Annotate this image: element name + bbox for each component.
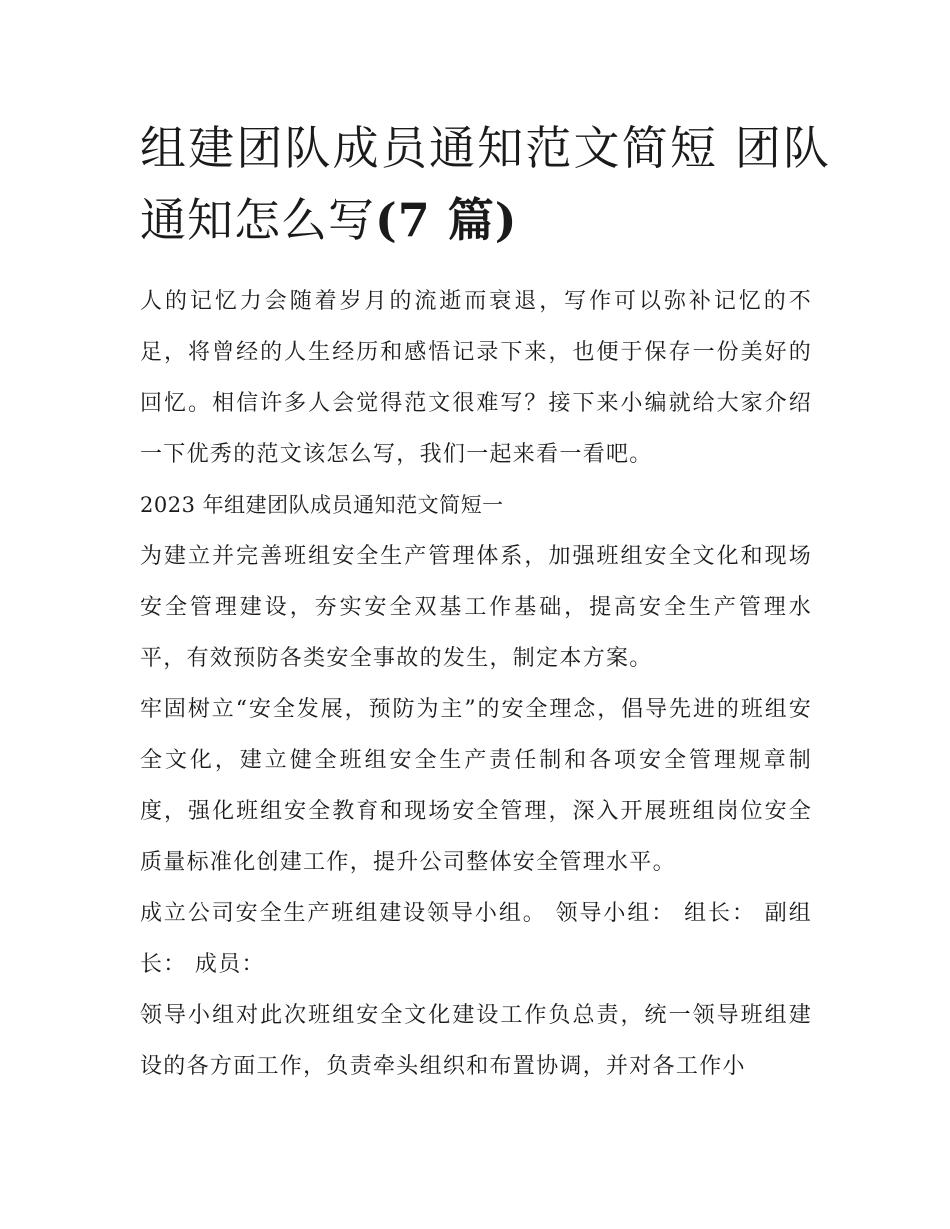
document-body xyxy=(140,276,812,1092)
section-paragraph-3: 成立公司安全生产班组建设领导小组。 领导小组： 组长： 副组长： 成员： xyxy=(140,901,812,977)
intro-paragraph: 人的记忆力会随着岁月的流逝而衰退，写作可以弥补记忆的不足，将曾经的人生经历和感悟记录下来，也便于保存一份美好的回忆。相信许多人会觉得范文很难写？接下来小编就给大家介绍一下优秀的范文该怎么写，我们一起来看一看吧。 xyxy=(140,289,812,467)
document-title xyxy=(140,112,830,256)
document-title-count: (7 篇) xyxy=(375,193,518,247)
section-paragraph-4: 领导小组对此次班组安全文化建设工作负总责，统一领导班组建设的各方面工作，负责牵头组织和布置协调，并对各工作小 xyxy=(140,1003,812,1079)
section-paragraph-2: 牢固树立“安全发展，预防为主”的安全理念，倡导先进的班组安全文化，建立健全班组安全生产责任制和各项安全管理规章制度，强化班组安全教育和现场安全管理，深入开展班组岗位安全质量标准化创建工作，提升公司整体安全管理水平。 xyxy=(140,697,812,875)
section-heading: 2023 年组建团队成员通知范文简短一 xyxy=(140,493,504,517)
section-paragraph-1: 为建立并完善班组安全生产管理体系，加强班组安全文化和现场安全管理建设，夯实安全双基工作基础，提高安全生产管理水平，有效预防各类安全事故的发生，制定本方案。 xyxy=(140,544,812,671)
document-title-text: 组建团队成员通知范文简短 团队通知怎么写 xyxy=(140,121,830,247)
